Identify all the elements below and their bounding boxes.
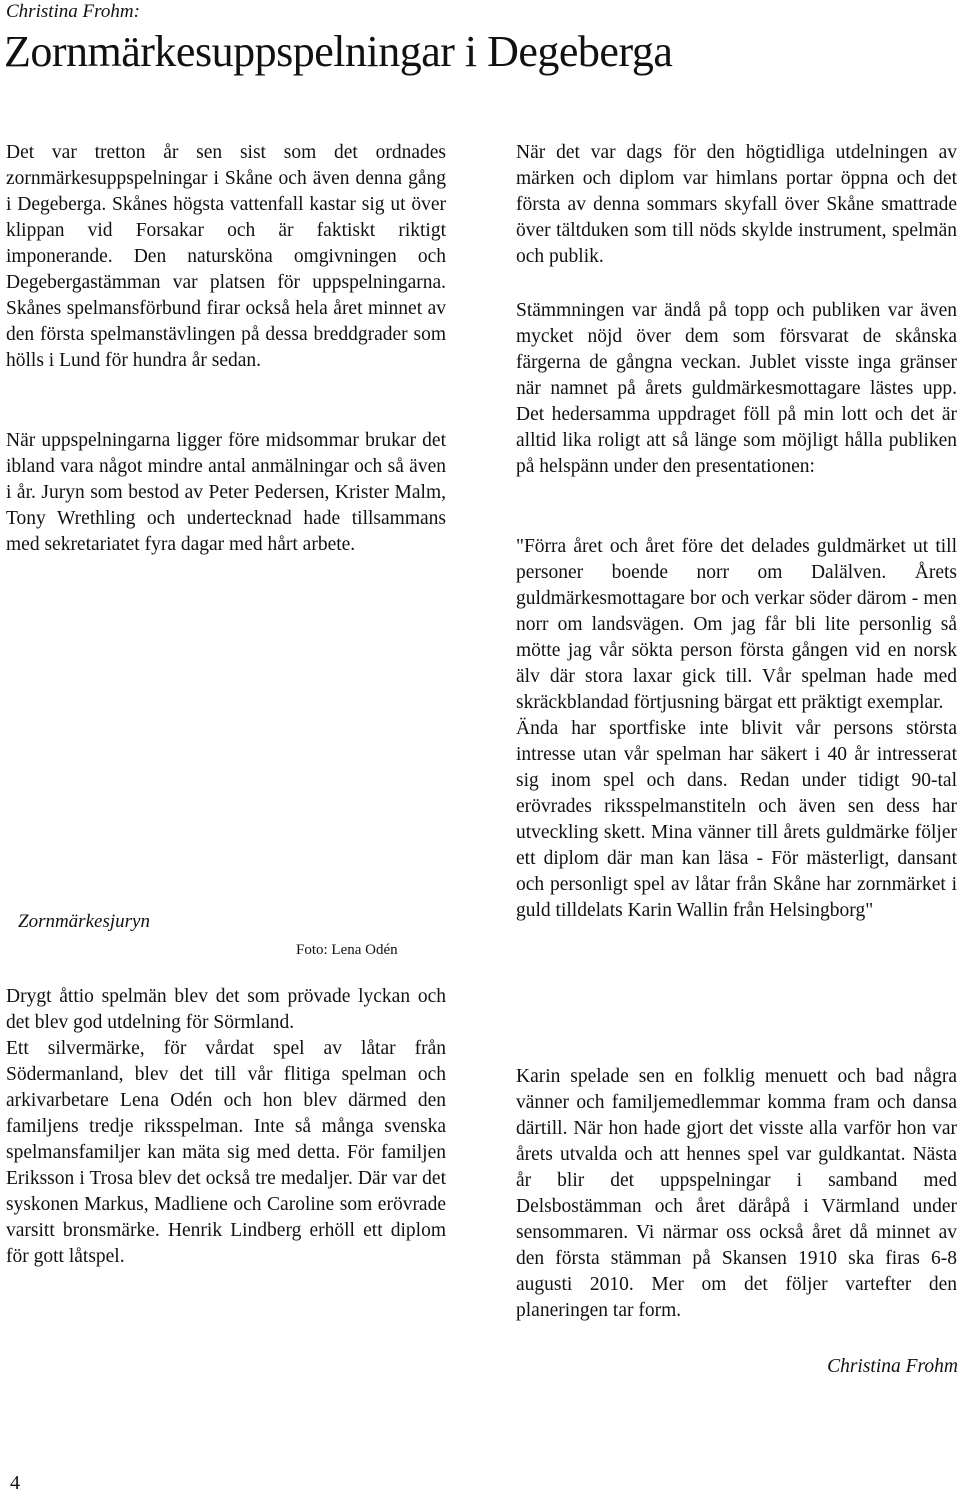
quote-paragraph-2: Ända har sportfiske inte blivit vår persons största intresse utan vår spelman har säkert i 40 år intresserat sig inom spel och dans. Redan under tidigt 90-tal erövrades riksspelmanstiteln och även sen dess har utveckling skett. Mina vänner till årets guldmärke följer ett diplom där man kan läsa - För mästerligt, dansant och personligt spel av låtar från Skåne har zornmärket i guld tilldelats Karin Wallin från Helsingborg" <box>516 718 957 921</box>
left-paragraph-4: Ett silvermärke, för vårdat spel av låtar från Södermanland, blev det till vår flitiga spelman och arkivarbetare Lena Odén och hon blev därmed den familjens tredje riksspelman. Inte så många svenska spelmansfamiljer kan mäta sig med detta. För familjen Eriksson i Trosa blev det också tre medaljer. Där var det syskonen Markus, Madliene och Caroline som erövrade varsitt bronsmärke. Henrik Lindberg erhöll ett diplom för gott låtspel. <box>6 1038 446 1267</box>
right-column-quote <box>516 534 957 924</box>
photo-caption: Zornmärkesjuryn <box>18 911 150 932</box>
article-author: Christina Frohm: <box>6 1 140 22</box>
signature: Christina Frohm <box>827 1356 958 1377</box>
left-paragraph-2: När uppspelningarna ligger före midsommar brukar det ibland vara något mindre antal anmälningar och så även i år. Juryn som bestod av Peter Pedersen, Krister Malm, Tony Wrethling och undertecknad hade tillsammans med sekretariatet fyra dagar med hårt arbete. <box>6 430 446 555</box>
left-column-jury <box>6 428 446 558</box>
right-column-mood <box>516 298 957 480</box>
page-number: 4 <box>10 1472 20 1494</box>
left-column-intro <box>6 140 446 374</box>
left-paragraph-1: Det var tretton år sen sist som det ordnades zornmärkesuppspelningar i Skåne och även denna gång i Degeberga. Skånes högsta vattenfall kastar sig ut över klippan vid Forsakar och är faktiskt riktigt imponerande. Den natursköna omgivningen och Degebergastämman var platsen för uppspelningarna. Skånes spelmansförbund firar också hela året minnet av den första spelmanstävlingen på dessa breddgrader som hölls i Lund för hundra år sedan. <box>6 142 446 371</box>
quote-paragraph-1: "Förra året och året före det delades guldmärket ut till personer boende norr om Dalälven. Årets guldmärkesmottagare bor och verkar söder därom - men norr om landsvägen. Om jag får bli lite personlig så mötte jag vår sökta person första gången vid en norsk älv där stora laxar gick till. Vår spelman hade med skräckblandad förtjusning bärgat ett präktigt exemplar. <box>516 536 957 713</box>
article-title: Zornmärkesuppspelningar i Degeberga <box>4 27 673 76</box>
right-paragraph-1: När det var dags för den högtidliga utdelningen av märken och diplom var himlans portar öppna och det första av denna sommars skyfall över Skåne smattrade över tältduken som till nöds skylde instrument, spelmän och publik. <box>516 142 957 267</box>
left-column-results <box>6 984 446 1270</box>
photo-credit: Foto: Lena Odén <box>296 942 398 958</box>
right-column-closing <box>516 1064 957 1324</box>
right-paragraph-2: Stämmningen var ändå på topp och publiken var även mycket nöjd över dem som försvarat de skånska färgerna de gångna veckan. Jublet visste inga gränser när namnet på årets guldmärkesmottagare lästes upp. Det hedersamma uppdraget föll på min lott och det är alltid lika roligt att så länge som möjligt hålla publiken på helspänn under den presentationen: <box>516 300 957 477</box>
right-paragraph-3: Karin spelade sen en folklig menuett och bad några vänner och familjemedlemmar komma fram och dansa därtill. När hon hade gjort det visste alla varför hon var årets utvalda och att hennes spel var guldkantat. Nästa år blir det uppspelningar i samband med Delsbostämman och året däråpå i Värmland under sensommaren. Vi närmar oss också året då minnet av den första stämman på Skansen 1910 ska firas 6-8 augusti 2010. Mer om det följer vartefter den planeringen tar form. <box>516 1066 957 1321</box>
left-paragraph-3: Drygt åttio spelmän blev det som prövade lyckan och det blev god utdelning för Sörmland. <box>6 986 446 1033</box>
right-column-ceremony <box>516 140 957 270</box>
